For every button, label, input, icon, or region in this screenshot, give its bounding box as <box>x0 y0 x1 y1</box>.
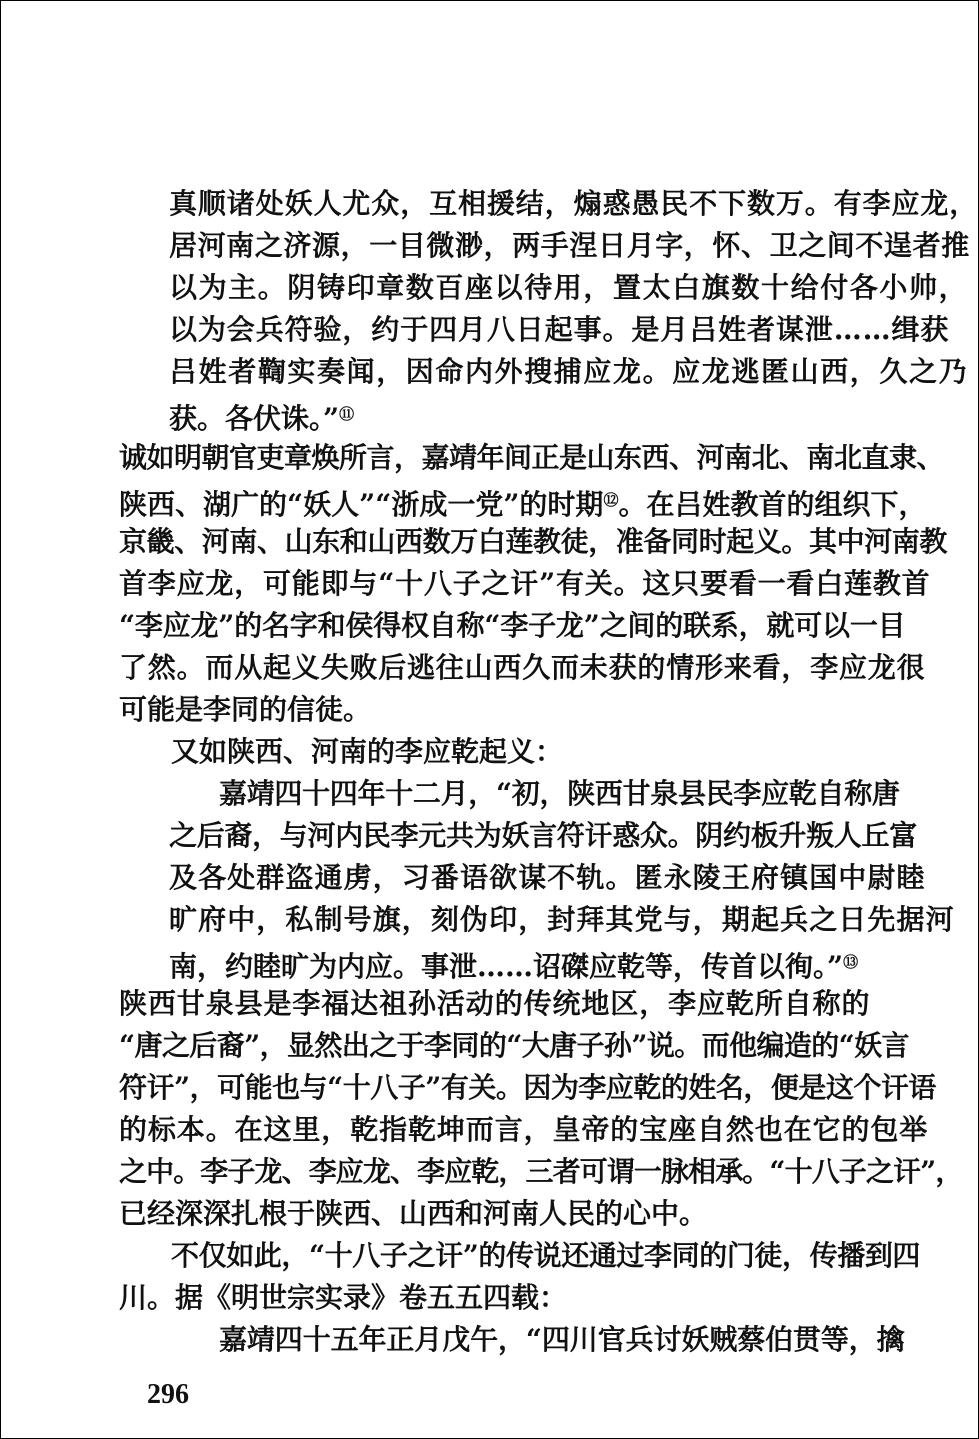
para2-line-1: 陕西甘泉县是李福达祖孙活动的传统地区，李应乾所自称的 <box>119 987 871 1020</box>
para1-line-6: 了然。而从起义失败后逃往山西久而未获的情形来看，李应龙很 <box>119 651 926 684</box>
quote1-line-6 <box>169 396 354 437</box>
para2-line-4: 的标本。在这里，乾指乾坤而言，皇帝的宝座自然也在它的包举 <box>119 1113 929 1146</box>
para2-line-2: “唐之后裔”，显然出之于李同的“大唐子孙”说。而他编造的“妖言 <box>119 1029 909 1062</box>
footnote-13: ⑬ <box>843 953 859 971</box>
para1-line-7: 可能是李同的信徒。 <box>119 693 372 726</box>
para1-line-3: 京畿、河南、山东和山西数万白莲教徒，准备同时起义。其中河南教 <box>119 525 948 558</box>
para2-line-6: 已经深深扎根于陕西、山西和河南人民的心中。 <box>119 1197 708 1230</box>
footnote-12: ⑫ <box>603 491 619 509</box>
para2-line-5: 之中。李子龙、李应龙、李应乾，三者可谓一脉相承。“十八子之讦”， <box>119 1155 963 1188</box>
quote3-line-1: 嘉靖四十五年正月戊午，“四川官兵讨妖贼蔡伯贯等，擒 <box>219 1323 905 1356</box>
para1-line-2-text: 陕西、湖广的“妖人”“浙成一党”的时期 <box>119 488 604 521</box>
para1-line-5: “李应龙”的名字和侯得权自称“李子龙”之间的联系，就可以一目 <box>119 609 906 642</box>
quote2-line-3: 及各处群盗通虏，习番语欲谋不轨。匿永陵王府镇国中尉睦 <box>169 861 926 894</box>
quote1-line-3: 以为主。阴铸印章数百座以待用，置太白旗数十给付各小帅， <box>169 271 969 304</box>
intro-line: 又如陕西、河南的李应乾起义： <box>171 735 564 768</box>
para1-line-4: 首李应龙，可能即与“十八子之讦”有关。这只要看一看白莲教首 <box>119 567 931 600</box>
para1-line-1: 诚如明朝官吏章焕所言，嘉靖年间正是山东西、河南北、南北直隶、 <box>119 441 945 474</box>
quote1-line-4: 以为会兵符验，约于四月八日起事。是月吕姓者谋泄……缉获 <box>169 313 950 346</box>
quote2-line-1: 嘉靖四十四年十二月，“初，陕西甘泉县民李应乾自称唐 <box>219 777 900 810</box>
quote1-line-2: 居河南之济源，一目微渺，两手涅日月字，怀、卫之间不逞者推 <box>169 229 970 262</box>
quote1-line-6-text: 获。各伏诛。” <box>169 402 340 435</box>
quote2-line-2: 之后裔，与河内民李元共为妖言符讦惑众。阴约板升叛人丘富 <box>169 819 917 852</box>
quote1-line-5: 吕姓者鞫实奏闻，因命内外搜捕应龙。应龙逃匿山西，久之乃 <box>169 355 969 388</box>
para2-line-3: 符讦”，可能也与“十八子”有关。因为李应乾的姓名，便是这个讦语 <box>119 1071 936 1104</box>
quote2-line-5 <box>169 944 858 985</box>
quote2-line-4: 旷府中，私制号旗，刻伪印，封拜其党与，期起兵之日先据河 <box>169 903 955 936</box>
para1-line-2 <box>119 482 926 523</box>
para3-line-2: 川。据《明世宗实录》卷五五四载： <box>119 1281 568 1314</box>
para3-line-1: 不仅如此，“十八子之讦”的传说还通过李同的门徒，传播到四 <box>171 1239 921 1272</box>
quote1-line-1: 真顺诸处妖人尤众，互相援结，煽惑愚民不下数万。有李应龙， <box>169 187 979 220</box>
page-number: 296 <box>147 1379 189 1410</box>
footnote-11: ⑪ <box>339 405 355 423</box>
para1-line-2-tail: 。在吕姓教首的组织下， <box>618 488 927 521</box>
quote2-line-5-text: 南，约睦旷为内应。事泄……诏磔应乾等，传首以徇。” <box>169 950 844 983</box>
